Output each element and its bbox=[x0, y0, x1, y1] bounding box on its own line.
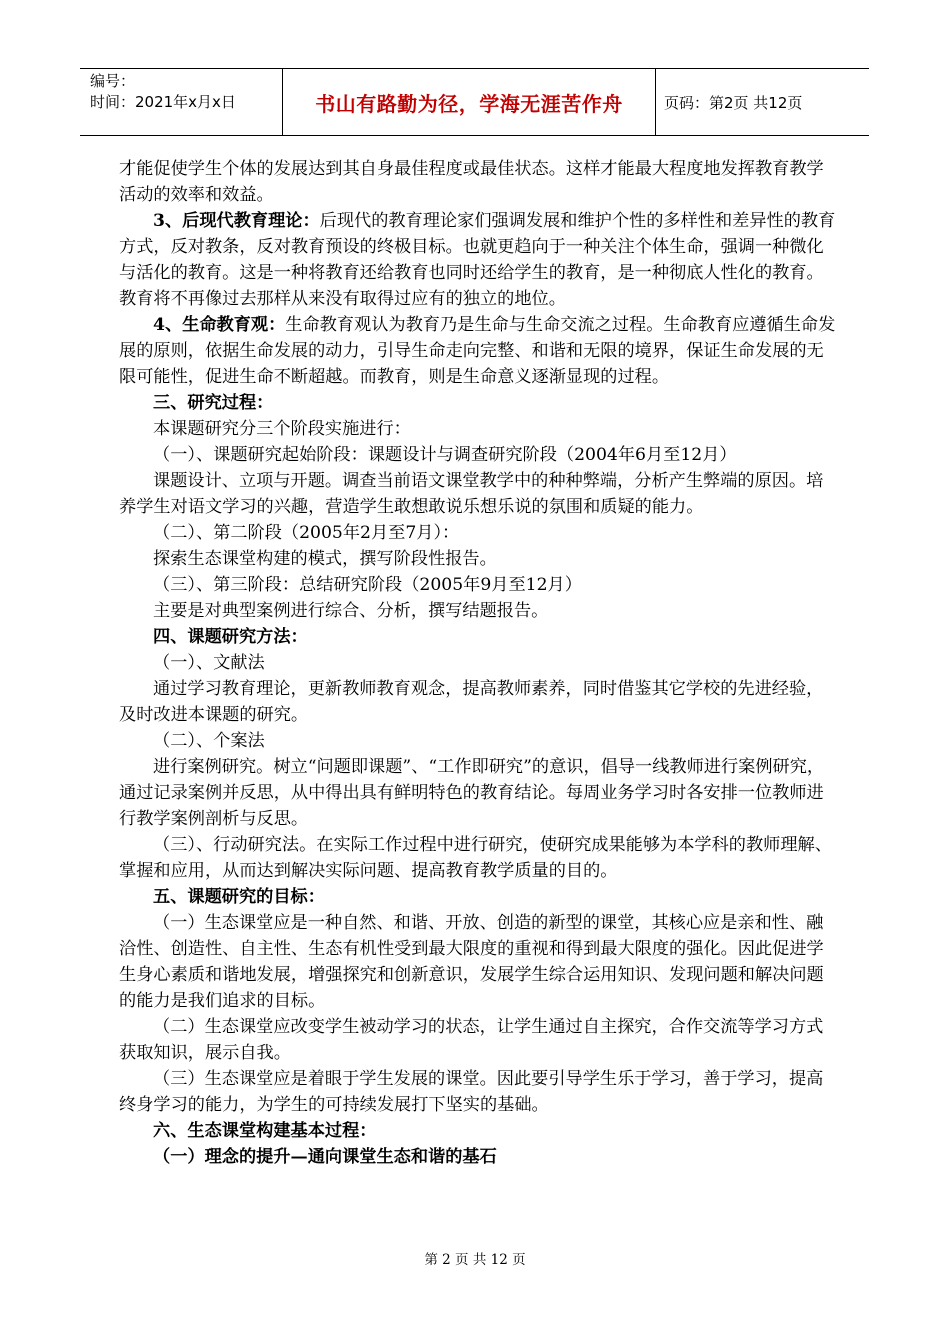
section-heading-research-process: 三、研究过程： bbox=[153, 393, 274, 413]
section-heading-research-methods: 四、课题研究方法： bbox=[153, 627, 308, 647]
document-body bbox=[119, 156, 837, 1170]
paragraph: （一）、课题研究起始阶段：课题设计与调查研究阶段（2004年6月至12月） bbox=[153, 445, 737, 465]
document-date-label: 时间：2021年x月x日 bbox=[90, 93, 236, 111]
paragraph: （三）、行动研究法。在实际工作过程中进行研究，使研究成果能够为本学科的教师理解、掌握和应用，从而达到解决实际问题、提高教育教学质量的目的。 bbox=[119, 835, 832, 881]
paragraph-heading: 4、生命教育观： bbox=[153, 315, 286, 335]
section-heading-construction-process: 六、生态课堂构建基本过程： bbox=[153, 1121, 377, 1141]
paragraph-text: 后现代的教育理论家们强调发展和维护个性的多样性和差异性的教育方式，反对教条，反对教育预设的终极目标。也就更趋向于一种关注个体生命，强调一种微化与活化的教育。这是一种将教育还给教育也同时还给学生的教育，是一种彻底人性化的教育。教育将不再像过去那样从来没有取得过应有的独立的地位。 bbox=[119, 211, 836, 309]
paragraph: （二）、第二阶段（2005年2月至7月）： bbox=[153, 523, 460, 543]
header-meta bbox=[80, 69, 283, 135]
paragraph: （三）生态课堂应是着眼于学生发展的课堂。因此要引导学生乐于学习，善于学习，提高终身学习的能力，为学生的可持续发展打下坚实的基础。 bbox=[119, 1069, 824, 1115]
header-page-number: 页码：第2页 共12页 bbox=[664, 93, 803, 112]
header-page-cell bbox=[656, 69, 869, 135]
paragraph: 通过学习教育理论，更新教师教育观念，提高教师素养，同时借鉴其它学校的先进经验，及时改进本课题的研究。 bbox=[119, 679, 824, 725]
page-footer bbox=[0, 1248, 950, 1268]
paragraph: （一）生态课堂应是一种自然、和谐、开放、创造的新型的课堂，其核心应是亲和性、融洽性、创造性、自主性、生态有机性受到最大限度的重视和得到最大限度的强化。因此促进学生身心素质和谐地发展，增强探究和创新意识，发展学生综合运用知识、发现问题和解决问题的能力是我们追求的目标。 bbox=[119, 913, 824, 1011]
paragraph-heading: 3、后现代教育理论： bbox=[153, 211, 320, 231]
paragraph: 才能促使学生个体的发展达到其自身最佳程度或最佳状态。这样才能最大程度地发挥教育教学活动的效率和效益。 bbox=[119, 159, 824, 205]
paragraph: （二）生态课堂应改变学生被动学习的状态，让学生通过自主探究，合作交流等学习方式获取知识，展示自我。 bbox=[119, 1017, 824, 1063]
paragraph: 本课题研究分三个阶段实施进行： bbox=[153, 419, 411, 439]
paragraph: （二）、个案法 bbox=[153, 731, 265, 751]
subsection-heading: （一）理念的提升—通向课堂生态和谐的基石 bbox=[153, 1147, 497, 1167]
section-heading-research-goals: 五、课题研究的目标： bbox=[153, 887, 325, 907]
page-header bbox=[80, 68, 869, 136]
paragraph: （一）、文献法 bbox=[153, 653, 265, 673]
paragraph-text: 生命教育观认为教育乃是生命与生命交流之过程。生命教育应遵循生命发展的原则，依据生命发展的动力，引导生命走向完整、和谐和无限的境界，保证生命发展的无限可能性，促进生命不断超越。而教育，则是生命意义逐渐显现的过程。 bbox=[119, 315, 836, 387]
header-motto: 书山有路勤为径，学海无涯苦作舟 bbox=[315, 91, 623, 116]
paragraph: 课题设计、立项与开题。调查当前语文课堂教学中的种种弊端，分析产生弊端的原因。培养学生对语文学习的兴趣，营造学生敢想敢说乐想乐说的氛围和质疑的能力。 bbox=[119, 471, 824, 517]
paragraph-life-education bbox=[119, 312, 837, 390]
document-number-label: 编号： bbox=[90, 72, 136, 90]
paragraph: 进行案例研究。树立“问题即课题”、“工作即研究”的意识，倡导一线教师进行案例研究，通过记录案例并反思，从中得出具有鲜明特色的教育结论。每周业务学习时各安排一位教师进行教学案例剖析与反思。 bbox=[119, 757, 825, 829]
paragraph: （三）、第三阶段：总结研究阶段（2005年9月至12月） bbox=[153, 575, 582, 595]
header-motto-cell bbox=[283, 69, 656, 135]
paragraph: 主要是对典型案例进行综合、分析，撰写结题报告。 bbox=[153, 601, 549, 621]
footer-page-number: 第 2 页 共 12 页 bbox=[424, 1252, 526, 1268]
paragraph-postmodern-theory bbox=[119, 208, 837, 312]
paragraph: 探索生态课堂构建的模式，撰写阶段性报告。 bbox=[153, 549, 497, 569]
